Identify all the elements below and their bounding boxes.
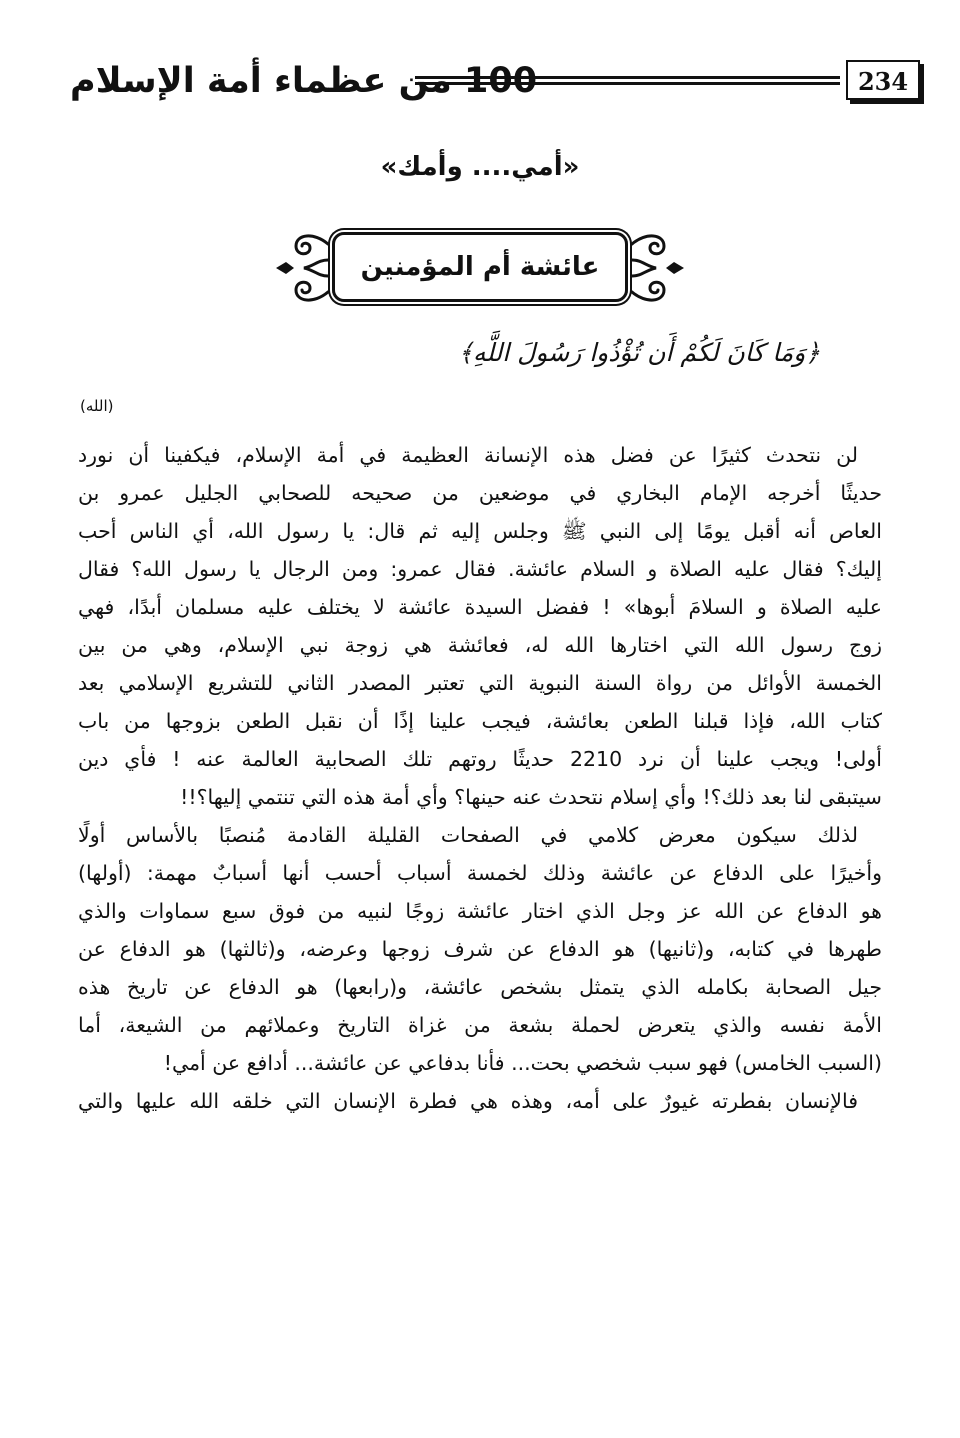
text-line: (السبب الخامس) فهو سبب شخصي بحت... فأنا بدفاعي عن عائشة... أدافع عن أمي! [163, 1051, 882, 1075]
chapter-subtitle: «أمي.... وأمك» [380, 152, 580, 182]
text-line: لذلك سيكون معرض كلامي في الصفحات القليلة القادمة مُنصبًا بالأساس أولًا [78, 823, 858, 847]
page-number: 234 [846, 60, 920, 100]
text-line: العاص أنه أقبل يومًا إلى النبي ﷺ وجلس إليه ثم قال: يا رسول الله، أي الناس أحب [78, 519, 882, 543]
body-text [78, 436, 882, 1120]
text-line: حديثًا أخرجه الإمام البخاري في موضعين من صحيحه للصحابي الجليل عمرو بن [78, 481, 882, 505]
text-line: إليك؟ فقال عليه الصلاة و السلام عائشة. فقال عمرو: ومن الرجال يا رسول الله؟ فقال [78, 557, 882, 581]
section-title-frame [280, 226, 680, 316]
text-line: كتاب الله، فإذا قبلنا الطعن بعائشة، فيجب علينا إذًا أن نقبل الطعن بزوجها من باب [78, 709, 882, 733]
verse-source: (الله) [80, 397, 114, 415]
text-line: فالإنسان بفطرته غيورٌ على أمه، وهذه هي فطرة الإنسان التي خلقه الله عليها والتي [78, 1089, 858, 1113]
text-line: جيل الصحابة بكامله الذي يتمثل بشخص عائشة، و(رابعها) هو الدفاع عن تاريخ هذه [78, 975, 882, 999]
running-header [70, 58, 920, 108]
quran-verse: ﴿وَمَا كَانَ لَكُمْ أَن تُؤْذُوا رَسُولَ اللَّهِ﴾ [458, 338, 820, 367]
text-line: الأمة نفسه والذي يتعرض لحملة بشعة من غزاة التاريخ وعملائهم من الشيعة، أما [78, 1013, 882, 1037]
header-rule [415, 76, 840, 85]
text-line: طهرها في كتابه، و(ثانيها) هو الدفاع عن شرف زوجها وعرضه، و(ثالثها) هو الدفاع عن [78, 937, 882, 961]
text-line: أولى! ويجب علينا أن نرد 2210 حديثًا روتهم تلك الصحابية العالمة عنه ! فأي دين [78, 747, 882, 771]
text-line: زوج رسول الله التي اختارها الله له، فعائشة هي زوجة نبي الإسلام، وهي من بين [78, 633, 882, 657]
text-line: لن نتحدث كثيرًا عن فضل هذه الإنسانة العظيمة في أمة الإسلام، فيكفينا أن نورد [78, 443, 858, 467]
ornament-left-icon [274, 230, 330, 306]
book-title: 100 من عظماء أمة الإسلام [70, 61, 538, 101]
text-line: عليه الصلاة و السلامَ أبوها» ! ففضل السيدة عائشة لا يختلف عليه مسلمان أبدًا، فهي [78, 595, 882, 619]
text-line: وأخيرًا على الدفاع عن عائشة وذلك لخمسة أسباب أحسب أنها أسبابٌ مهمة: (أولها) [78, 861, 882, 885]
text-line: الخمسة الأوائل من رواة السنة النبوية التي تعتبر المصدر الثاني للتشريع الإسلامي بعد [78, 671, 882, 695]
text-line: سيتبقى لنا بعد ذلك؟! وأي إسلام نتحدث عنه حينها؟ وأي أمة هذه التي تنتمي إليها؟!! [180, 785, 882, 809]
text-line: هو الدفاع عن الله عز وجل الذي اختار عائشة زوجًا لنبيه من فوق سبع سماوات والذي [78, 899, 882, 923]
ornament-right-icon [630, 230, 686, 306]
section-title: عائشة أم المؤمنين [360, 252, 600, 282]
